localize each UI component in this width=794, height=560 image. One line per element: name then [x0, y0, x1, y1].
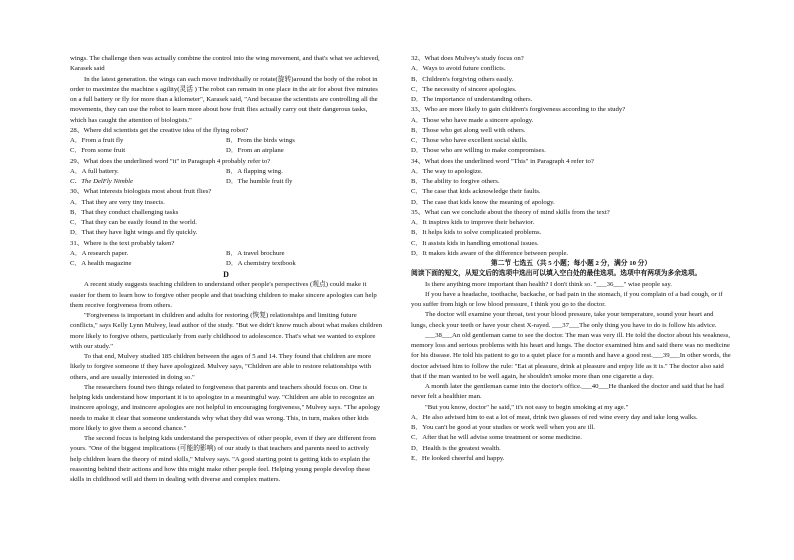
question-34-option-d: D．The case that kids know the meaning of apology.: [411, 198, 555, 206]
question-28-option-a: A．From a fruit fly: [70, 137, 124, 144]
passage-d-paragraph-5: The second focus is helping kids understand the perspectives of other people, even if they are different from yours. "One of the biggest implications (可能的影响) of our study is that teachers and parents need to actively help children learn the theory of mind skills," Mulvey says. "A good starting point is getting kids to explain the reasoning behind their actions and how this might make other people feel. Helping young people develop these skills in childhood will aid them in dealing with diverse and complex matters.: [70, 435, 376, 483]
question-32-option-c: C．The necessity of sincere apologies.: [411, 85, 517, 93]
question-28-options-row-2: [70, 146, 382, 156]
question-32-option-d: D．The importance of understanding others.: [411, 96, 533, 103]
question-30-option-c: C．That they can be easily found in the world.: [70, 219, 197, 226]
cloze-paragraph-1: Is there anything more important than health? I don't think so. "___36___" wise people say.: [425, 280, 672, 288]
question-33-option-c: C．Those who have excellent social skills.: [411, 137, 528, 144]
question-35-option-c: C．It assists kids in handling emotional issues.: [411, 239, 539, 247]
question-31-option-a: A．A research paper.: [70, 249, 129, 257]
question-28-options-row-1: [70, 136, 382, 146]
choice-b: B．You can't be good at your studies or work well when you are ill.: [411, 424, 595, 431]
cloze-paragraph-3: The doctor will examine your throat, test your blood pressure, take your temperature, sound your heart and lungs, check your teeth or have your chest X-rayed. ___37___The only thing you have to do is follow his advice.: [411, 311, 717, 329]
question-33-option-a: A．Those who have made a sincere apology.: [411, 116, 534, 124]
question-33-option-b: B．Those who get along well with others.: [411, 126, 526, 134]
passage-d-heading: D: [223, 270, 229, 280]
question-28: 28、Where did scientists get the creative idea of the flying robot?: [70, 126, 249, 134]
cloze-paragraph-5: A month later the gentleman came into the doctor's office.___40___He thanked the doctor and said that he had never felt a healthier man.: [411, 383, 724, 401]
right-column: [411, 54, 731, 464]
question-29: 29、What does the underlined word "it" in Paragraph 4 probably refer to?: [70, 157, 271, 165]
question-34: 34、What does the underlined word "This" in Paragraph 4 refer to?: [411, 157, 594, 165]
question-29-option-a: A．A full battery.: [70, 167, 119, 175]
cloze-paragraph-4: ___38___An old gentleman came to see the doctor. The man was very ill. He told the doctor about his weakness, memory loss and serious problems with his heart and lungs. The doctor examined him and said there was no medicine for his disease. He told his patient to go to a quiet place for a month and have a good rest.___39___In other words, the doctor advised him to follow the rule: "Eat at pleasure, drink at pleasure and enjoy life as it is." The doctor also said that if the man wanted to be well again, he shouldn't smoke more than one cigarette a day.: [411, 331, 731, 380]
section-two-instruction: 阅读下面的短文，从短文后的选项中选出可以填入空白处的最佳选项。选项中有两项为多余选项。: [411, 270, 702, 278]
left-column: [70, 54, 382, 485]
passage-d-paragraph-1: A recent study suggests teaching children to understand other people's perspectives (观点) could make it easier for them to learn how to forgive other people and that teaching children to make sincere apologies can help them receive forgiveness from others.: [70, 281, 377, 309]
question-35-option-d: D．It makes kids aware of the difference between people.: [411, 249, 569, 257]
choice-c: C．After that he will advise some treatment or some medicine.: [411, 434, 582, 442]
question-34-option-b: B．The ability to forgive others.: [411, 178, 500, 185]
passage-d-paragraph-3: To that end, Mulvey studied 185 children between the ages of 5 and 14. They found that children are more likely to forgive someone if they have apologized. Mulvey says, "Children are able to restore relationships with others, and are usually interested in doing so.": [70, 353, 372, 381]
question-31-option-b: B．A travel brochure: [226, 249, 285, 257]
passage-d-paragraph-2: "Forgiveness is important in children and adults for restoring (恢复) relationships and limiting future conflicts," says Kelly Lynn Mulvey, lead author of the study. "But we didn't know much about what makes children more likely to forgive others, particularly from early childhood to adolescence. That's what we wanted to explore with our study.": [70, 312, 382, 350]
cloze-paragraph-6: "But you know, doctor" he said," it's not easy to begin smoking at my age.": [425, 403, 629, 411]
question-31: 31、Where is the text probably taken?: [70, 239, 175, 247]
question-31-options-row-2: [70, 259, 382, 269]
question-33: 33、Who are more likely to gain children's forgiveness according to the study?: [411, 106, 626, 114]
choice-d: D．Health is the greatest wealth.: [411, 444, 501, 452]
question-35-option-a: A．It inspires kids to improve their behavior.: [411, 219, 535, 226]
question-31-options-row-1: [70, 249, 382, 259]
question-35: 35、What can we conclude about the theory of mind skills from the text?: [411, 208, 610, 216]
question-32-option-b: B．Children's forgiving others easily.: [411, 75, 514, 83]
question-35-option-b: B．It helps kids to solve complicated problems.: [411, 229, 542, 237]
question-34-option-a: A．The way to apologize.: [411, 167, 483, 175]
section-two-title: 第二节 七选五（共 5 小题；每小题 2 分，满分 10 分）: [490, 260, 652, 267]
question-28-option-c: C．From some fruit: [70, 147, 126, 155]
intro-paragraph-2: In the latest generation. the wings can each move individually or rotate(旋转)around the body of the robot in order to maximize the machine s agility(灵活 ) The robot can remain in one place in the air for about five minutes on a full battery or fly for more than a kilometer", Karasek said, "And because the scientists are controlling all the movements, they can use the robot to learn more about how fruit flies actually carry out their dangerous tasks, which has caught the attention of biologists.": [70, 75, 378, 124]
question-30: 30、What interests biologists most about fruit flies?: [70, 188, 212, 196]
question-30-option-b: B．That they conduct challenging tasks: [70, 208, 179, 216]
question-32-option-a: A．Ways to avoid future conflicts.: [411, 65, 506, 73]
question-28-option-b: B．From the birds wings: [226, 137, 295, 144]
choice-e: E．He looked cheerful and happy.: [411, 454, 505, 462]
intro-paragraph-1: wings. The challenge then was actually combine the control into the wing movement, and that's what we achieved, Karasek said: [70, 55, 380, 73]
choice-a: A．He also advised him to eat a lot of meat, drink two glasses of red wine every day and take long walks.: [411, 413, 698, 421]
cloze-paragraph-2: If you have a headache, toothache, backache, or bad pain in the stomach, if you complain of a bad cough, or if you suffer from high or low blood pressure, I think you go to the doctor.: [411, 290, 723, 308]
question-32: 32、What does Mulvey's study focus on?: [411, 55, 524, 62]
question-31-option-c: C．A health magazine: [70, 260, 132, 267]
question-29-option-b: B．A flapping wing.: [226, 167, 283, 175]
question-33-option-d: D．Those who are willing to make compromises.: [411, 147, 546, 155]
question-29-option-d: D．The humble fruit fly: [226, 178, 293, 185]
question-29-option-c: C．The DelFly Nimble: [70, 178, 133, 185]
question-34-option-c: C．The case that kids acknowledge their faults.: [411, 188, 541, 196]
question-28-option-d: D．From an airplane: [226, 147, 284, 155]
question-30-option-d: D．That they have light wings and fly quickly.: [70, 229, 198, 237]
question-31-option-d: D．A chemistry textbook: [226, 260, 296, 267]
question-29-options-row-2: [70, 177, 382, 187]
question-30-option-a: A．That they are very tiny insects.: [70, 198, 165, 206]
passage-d-paragraph-4: The researchers found two things related to forgiveness that parents and teachers should focus on. One is helping kids understand how important it is to apologize in a meaningful way. "Children are able to recognize an insincere apology, and insincere apologies are not helpful in encouraging forgiveness," Mulvey says. "The apology needs to make it clear that someone understands why what they did was wrong. This, in turn, makes other kids more likely to give them a second chance.": [70, 383, 381, 432]
question-29-options-row-1: [70, 167, 382, 177]
